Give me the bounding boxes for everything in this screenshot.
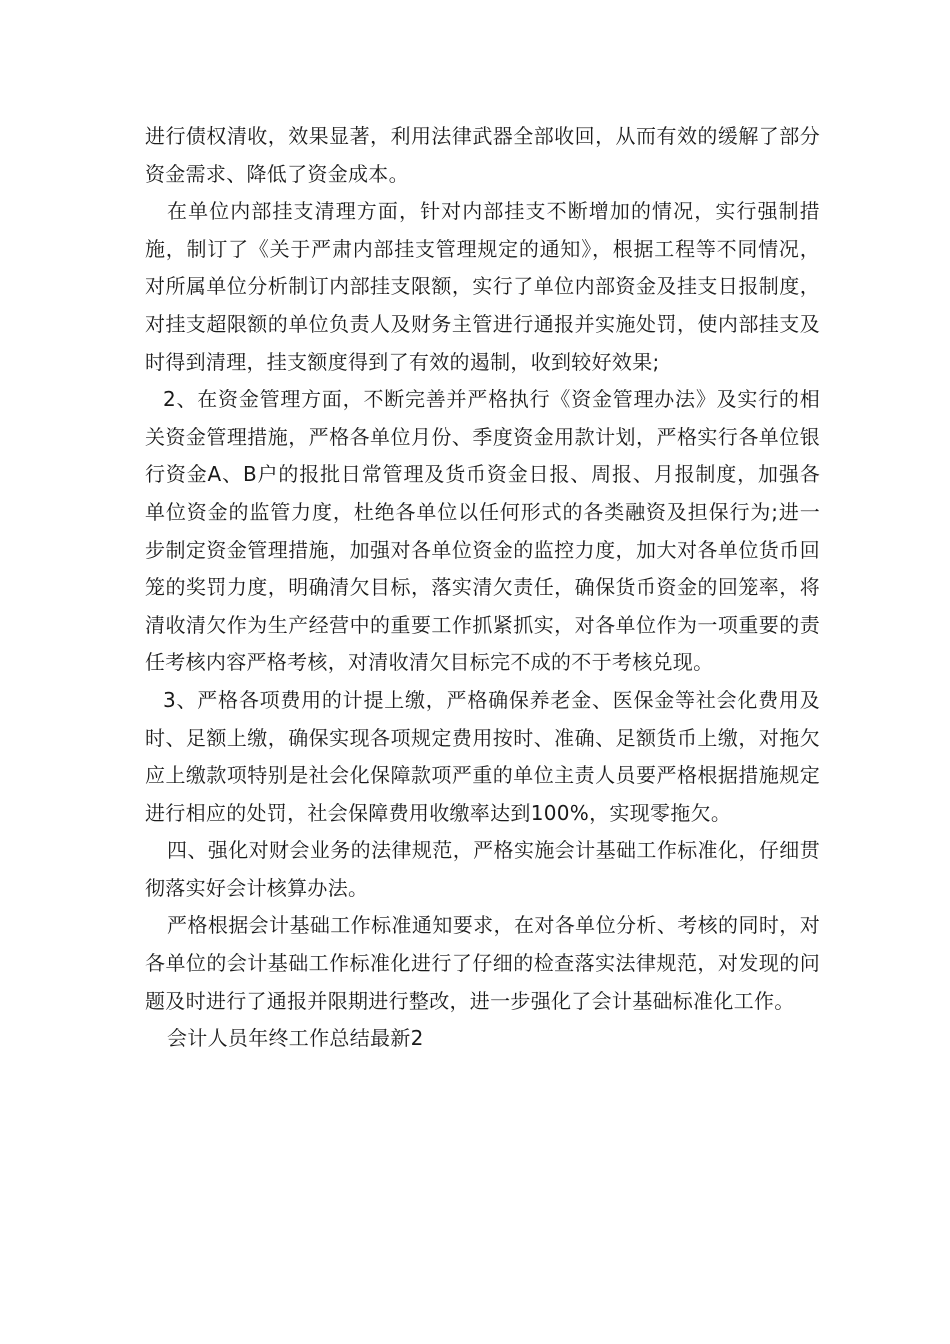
paragraph-continuation: 进行债权清收，效果显著，利用法律武器全部收回，从而有效的缓解了部分资金需求、降低了资金成本。 [145,124,820,186]
next-article-title: 会计人员年终工作总结最新2 [167,1026,424,1051]
document-body [145,118,820,1058]
paragraph-internal-accounts: 在单位内部挂支清理方面，针对内部挂支不断增加的情况，实行强制措施，制订了《关于严肃内部挂支管理规定的通知》，根据工程等不同情况，对所属单位分析制订内部挂支限额，实行了单位内部资金及挂支日报制度，对挂支超限额的单位负责人及财务主管进行通报并实施处罚，使内部挂支及时得到清理，挂支额度得到了有效的遏制，收到较好效果; [145,199,820,374]
paragraph-fund-management: 2、在资金管理方面，不断完善并严格执行《资金管理办法》及实行的相关资金管理措施，严格各单位月份、季度资金用款计划，严格实行各单位银行资金A、B户的报批日常管理及货币资金日报、周报、月报制度，加强各单位资金的监管力度，杜绝各单位以任何形式的各类融资及担保行为;进一步制定资金管理措施，加强对各单位资金的监控力度，加大对各单位货币回笼的奖罚力度，明确清欠目标，落实清欠责任，确保货币资金的回笼率，将清收清欠作为生产经营中的重要工作抓紧抓实，对各单位作为一项重要的责任考核内容严格考核，对清收清欠目标完不成的不于考核兑现。 [145,387,820,675]
paragraph-fee-payment: 3、严格各项费用的计提上缴，严格确保养老金、医保金等社会化费用及时、足额上缴，确保实现各项规定费用按时、准确、足额货币上缴，对拖欠应上缴款项特别是社会化保障款项严重的单位主责人员要严格根据措施规定进行相应的处罚，社会保障费用收缴率达到100%，实现零拖欠。 [145,687,820,825]
section-heading-four: 四、强化对财会业务的法律规范，严格实施会计基础工作标准化，仔细贯彻落实好会计核算办法。 [145,838,820,900]
paragraph-standardization: 严格根据会计基础工作标准通知要求，在对各单位分析、考核的同时，对各单位的会计基础工作标准化进行了仔细的检查落实法律规范，对发现的问题及时进行了通报并限期进行整改，进一步强化了会计基础标准化工作。 [145,913,820,1013]
